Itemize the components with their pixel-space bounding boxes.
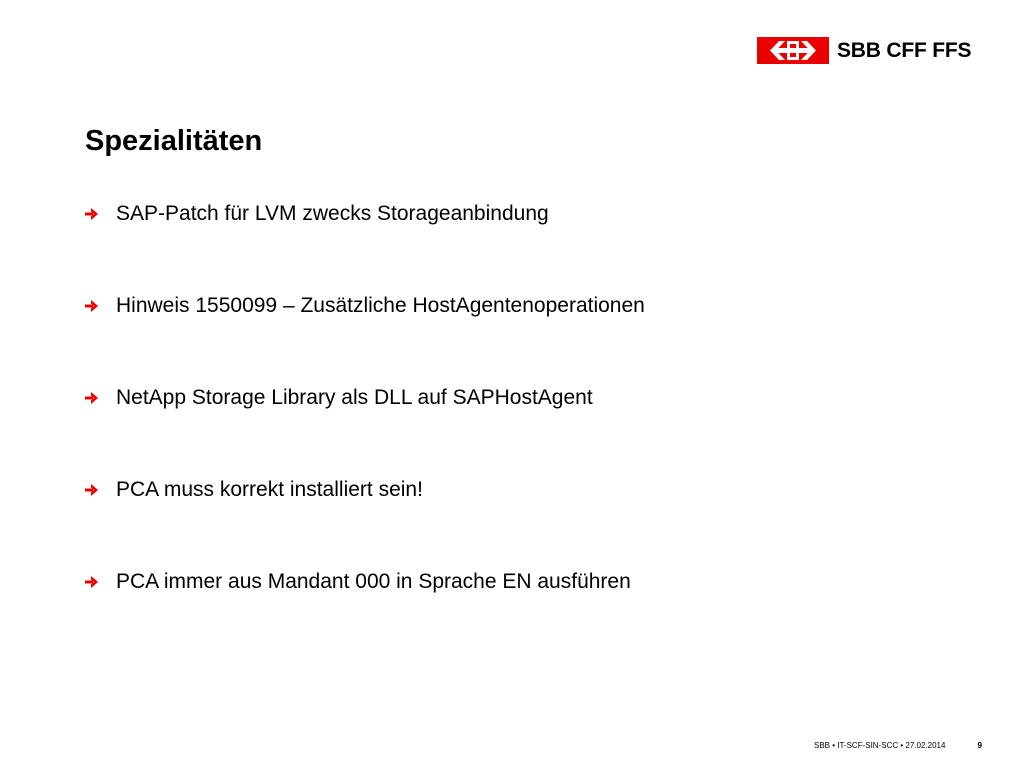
right-arrow-icon (85, 391, 99, 405)
right-arrow-icon (85, 483, 99, 497)
bullet-text: SAP-Patch für LVM zwecks Storageanbindung (116, 202, 549, 225)
list-item (85, 291, 645, 321)
bullet-text: NetApp Storage Library als DLL auf SAPHostAgent (116, 386, 593, 409)
right-arrow-icon (85, 299, 99, 313)
bullet-text: PCA immer aus Mandant 000 in Sprache EN ausführen (116, 570, 631, 593)
list-item (85, 475, 645, 505)
list-item (85, 383, 645, 413)
sbb-wordmark: SBB CFF FFS (837, 39, 972, 62)
list-item (85, 567, 645, 597)
page-number: 9 (977, 741, 982, 750)
footer-text: SBB • IT-SCF-SIN-SCC • 27.02.2014 (814, 741, 946, 750)
sbb-logo (757, 37, 971, 64)
sbb-swiss-cross-arrows-icon (770, 41, 816, 60)
slide-footer (814, 741, 982, 750)
slide-title: Spezialitäten (85, 125, 263, 157)
bullet-text: Hinweis 1550099 – Zusätzliche HostAgentenoperationen (116, 294, 645, 317)
bullet-list (85, 199, 645, 659)
sbb-logo-mark (757, 37, 829, 64)
list-item (85, 199, 645, 229)
right-arrow-icon (85, 575, 99, 589)
right-arrow-icon (85, 207, 99, 221)
bullet-text: PCA muss korrekt installiert sein! (116, 478, 423, 501)
